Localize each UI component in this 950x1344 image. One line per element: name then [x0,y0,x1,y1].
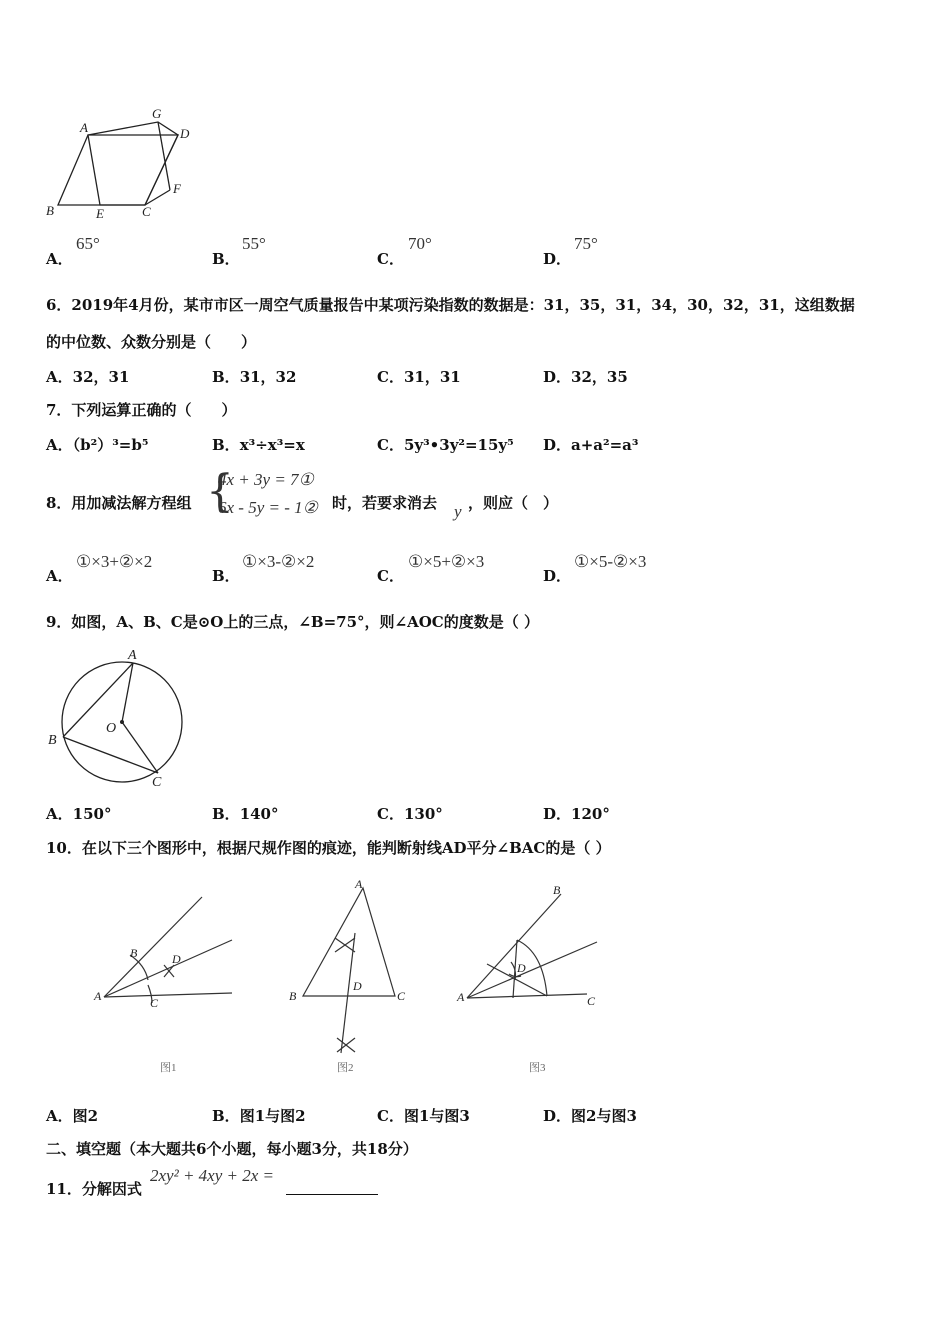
q7-stem: 7．下列运算正确的（ ） [46,401,237,419]
label-D: D [180,126,190,141]
q8-stem-after: ，则应（ ） [468,494,559,512]
q5-option-c-value: 70° [408,234,432,253]
q8-option-d[interactable]: D． [543,567,572,585]
q6-option-b[interactable]: B．31，32 [212,368,297,386]
q10-option-d[interactable]: D．图2与图3 [543,1107,637,1125]
q5-option-b[interactable]: B． [212,250,240,268]
label-E: E [96,206,104,221]
label-A: A [128,648,137,663]
q8-equation-2: 6x - 5y = - 1② [218,498,318,517]
section-2-heading: 二、填空题（本大题共6个小题，每小题3分，共18分） [46,1140,418,1158]
q9-circle-figure [40,645,190,790]
q11-stem: 11．分解因式 [46,1180,142,1198]
label-C: C [152,775,162,790]
q5-option-d-value: 75° [574,234,598,253]
label-B: B [46,203,54,218]
q6-stem-line1: 6．2019年4月份，某市市区一周空气质量报告中某项污染指数的数据是：31，35，31，34，30，32，31，这组数据 [46,296,855,314]
q8-option-c-value: ①×5+②×3 [408,552,485,571]
q10-option-a[interactable]: A．图2 [46,1107,99,1125]
q10-figure-2 [285,878,415,1075]
q5-option-c[interactable]: C． [377,250,404,268]
fig2-label-A: A [355,878,363,891]
fig1-caption: 图1 [160,1062,177,1074]
q10-figure-1 [90,885,240,1075]
q8-option-c[interactable]: C． [377,567,404,585]
q8-brace: { [206,466,234,517]
fig2-label-D: D [353,979,362,993]
q5-option-d[interactable]: D． [543,250,572,268]
fig1-label-A: A [94,989,102,1003]
q5-option-a[interactable]: A． [46,250,73,268]
fig3-label-B: B [553,883,561,897]
q8-option-a[interactable]: A． [46,567,73,585]
label-C: C [142,204,151,219]
q6-stem-line2: 的中位数、众数分别是（ ） [46,333,257,351]
label-A: A [80,120,88,135]
fig2-label-C: C [397,989,406,1003]
q11-expression: 2xy² + 4xy + 2x = [150,1166,274,1185]
label-O: O [106,721,117,736]
q6-option-a[interactable]: A．32，31 [46,368,130,386]
q8-option-b[interactable]: B． [212,567,240,585]
fig3-label-C: C [587,994,596,1008]
q7-option-d[interactable]: D．a+a²=a³ [543,436,639,454]
q10-option-c[interactable]: C．图1与图3 [377,1107,470,1125]
fig1-label-D: D [172,952,181,966]
q7-option-a[interactable]: A．（b²）³=b⁵ [46,436,149,454]
fig1-label-B: B [130,946,138,960]
q8-stem-before: 8．用加减法解方程组 [46,494,192,512]
fig2-label-B: B [289,989,297,1003]
label-B: B [48,733,57,748]
label-F: F [173,181,181,196]
q8-stem-mid: 时，若要求消去 [332,494,438,512]
fig1-label-C: C [150,996,159,1010]
q5-parallelogram-figure [40,100,200,225]
q8-variable: y [454,502,462,521]
q9-option-b[interactable]: B．140° [212,805,279,823]
q8-equation-1: 4x + 3y = 7① [218,470,314,489]
q10-figure-3 [455,880,605,1075]
q10-option-b[interactable]: B．图1与图2 [212,1107,306,1125]
q8-option-a-value: ①×3+②×2 [76,552,153,571]
q11-answer-blank[interactable] [286,1176,378,1195]
fig3-caption: 图3 [529,1062,546,1074]
q7-option-c[interactable]: C．5y³•3y²=15y⁵ [377,436,514,454]
q5-option-a-value: 65° [76,234,100,253]
q9-option-d[interactable]: D．120° [543,805,610,823]
q8-option-d-value: ①×5-②×3 [574,552,647,571]
q6-option-c[interactable]: C．31，31 [377,368,461,386]
q6-option-d[interactable]: D．32，35 [543,368,628,386]
q9-stem: 9．如图，A、B、C是⊙O上的三点，∠B=75°，则∠AOC的度数是（ ） [46,613,539,631]
q8-option-b-value: ①×3-②×2 [242,552,315,571]
q7-option-b[interactable]: B．x³÷x³=x [212,436,305,454]
q9-option-c[interactable]: C．130° [377,805,443,823]
fig3-label-D: D [517,961,526,975]
q10-stem: 10．在以下三个图形中，根据尺规作图的痕迹，能判断射线AD平分∠BAC的是（ ） [46,839,611,857]
label-G: G [152,106,162,121]
fig2-caption: 图2 [337,1062,354,1074]
q9-option-a[interactable]: A．150° [46,805,112,823]
fig3-label-A: A [457,990,465,1004]
q5-option-b-value: 55° [242,234,266,253]
